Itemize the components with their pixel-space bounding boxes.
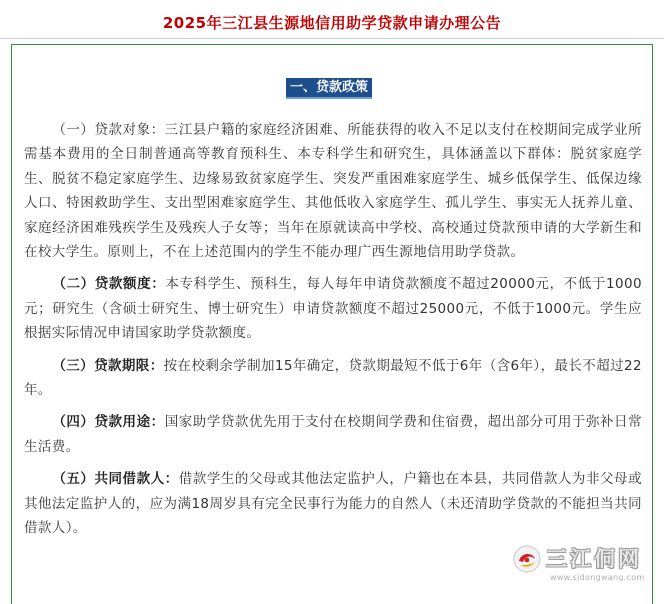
paragraph-label: （四）贷款用途： (52, 414, 165, 431)
paragraph-loan-term (24, 354, 642, 403)
notice-body (24, 118, 642, 541)
watermark-site-url: www.sjdongwang.com (550, 573, 645, 582)
paragraph-co-borrower (24, 467, 642, 540)
paragraph-text: 按在校剩余学制加15年确定，贷款期最短不低于6年（含6年），最长不超过22年。 (24, 357, 642, 399)
paragraph-text: 国家助学贷款优先用于支付在校期间学费和住宿费，超出部分可用于弥补日常生活费。 (24, 414, 642, 455)
paragraph-label: （五）共同借款人： (52, 471, 179, 488)
title-divider (0, 38, 664, 39)
paragraph-loan-target (24, 118, 642, 264)
paragraph-loan-usage (24, 410, 642, 459)
watermark-site-name: 三江侗网 (546, 547, 642, 571)
paragraph-label: （三）贷款期限： (52, 357, 164, 374)
section-heading: 一、贷款政策 (286, 78, 372, 99)
paragraph-text: 本专科学生、预科生，每人每年申请贷款额度不超过20000元，不低于1000元；研究生（含硕士研究生、博士研究生）申请贷款额度不超过25000元，不低于1000元。学生应根据实际情况申请国家助学贷款额度。 (24, 276, 643, 342)
paragraph-label: （二）贷款额度： (52, 276, 166, 293)
site-logo-icon (512, 544, 542, 574)
paragraph-text: （一）贷款对象：三江县户籍的家庭经济困难、所能获得的收入不足以支付在校期间完成学业所需基本费用的全日制普通高等教育预科生、本专科学生和研究生，具体涵盖以下群体：脱贫家庭学生、脱贫不稳定家庭学生、边缘易致贫家庭学生、突发严重困难家庭学生、城乡低保学生、低保边缘人口、特困救助学生、支出型困难家庭学生、其他低收入家庭学生、孤儿学生、事实无人抚养儿童、家庭经济困难残疾学生及残疾人子女等；当年在原就读高中学校、高校通过贷款预申请的大学新生和在校大学生。原则上，不在上述范围内的学生不能办理广西生源地信用助学贷款。 (24, 122, 642, 261)
page-title: 2025年三江县生源地信用助学贷款申请办理公告 (162, 14, 502, 32)
paragraph-text: 借款学生的父母或其他法定监护人，户籍也在本县，共同借款人为非父母或其他法定监护人的，应为满18周岁具有完全民事行为能力的自然人（未还清助学贷款的不能担当共同借款人）。 (24, 471, 642, 537)
site-watermark (510, 542, 664, 586)
paragraph-loan-amount (24, 272, 642, 345)
